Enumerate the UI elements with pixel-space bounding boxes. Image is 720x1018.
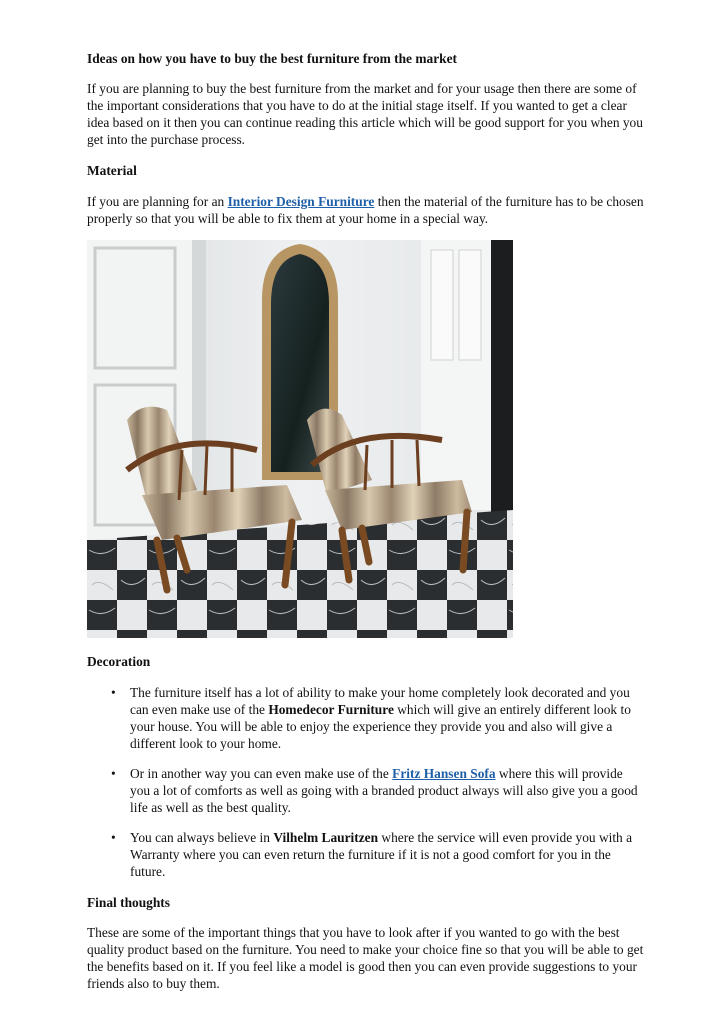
material-paragraph <box>87 193 647 227</box>
material-text-before: If you are planning for an <box>87 194 228 209</box>
vilhelm-lauritzen-text: Vilhelm Lauritzen <box>273 830 379 845</box>
material-heading: Material <box>87 163 137 178</box>
final-thoughts-paragraph: These are some of the important things that you have to look after if you wanted to go with the best quality product based on the furniture. You need to make your choice fine so that you will be able to get the benefits based on it. If you feel like a model is good then you can even provide suggestions to your friends also to buy them. <box>87 925 644 991</box>
bullet2-text-after: where this will provide you a lot of comforts as well as going with a branded product always will also give you a good life as well as the best quality. <box>130 766 638 815</box>
bullet3-text-after: where the service will even provide you with a Warranty where you can even return the furniture if it is not a good comfort for you in the future. <box>130 830 633 879</box>
bullet-glyph: • <box>111 830 116 845</box>
intro-paragraph: If you are planning to buy the best furniture from the market and for your usage then there are some of the important considerations that you have to do at the initial stage itself. If you wanted to get a clear idea based on it then you can continue reading this article which will be good support for you when you get into the purchase process. <box>87 81 643 147</box>
material-text-after: then the material of the furniture has to be chosen properly so that you will be able to fix them at your home in a special way. <box>87 194 644 226</box>
bullet3-text-before: You can always believe in <box>130 830 274 845</box>
bullet-text <box>130 684 645 752</box>
bullet-glyph: • <box>111 685 116 700</box>
final-thoughts-heading: Final thoughts <box>87 895 170 910</box>
homedecor-furniture-text: Homedecor Furniture <box>268 702 394 717</box>
article-title: Ideas on how you have to buy the best furniture from the market <box>87 51 457 66</box>
armchairs-photo <box>87 240 513 638</box>
decoration-heading: Decoration <box>87 654 151 669</box>
bullet1-text-after: which will give an entirely different look to your house. You will be able to enjoy the experience they provide you and also will give a different look to your home. <box>130 702 631 751</box>
bullet-text <box>130 765 645 816</box>
interior-design-furniture-link[interactable]: Interior Design Furniture <box>227 194 375 209</box>
bullet2-text-before: Or in another way you can even make use of the <box>130 766 393 781</box>
fritz-hansen-sofa-link[interactable]: Fritz Hansen Sofa <box>392 766 496 781</box>
bullet1-text-before: The furniture itself has a lot of ability to make your home completely look decorated and you can even make use of the <box>130 685 630 717</box>
bullet-glyph: • <box>111 766 116 781</box>
bullet-text <box>130 829 645 880</box>
